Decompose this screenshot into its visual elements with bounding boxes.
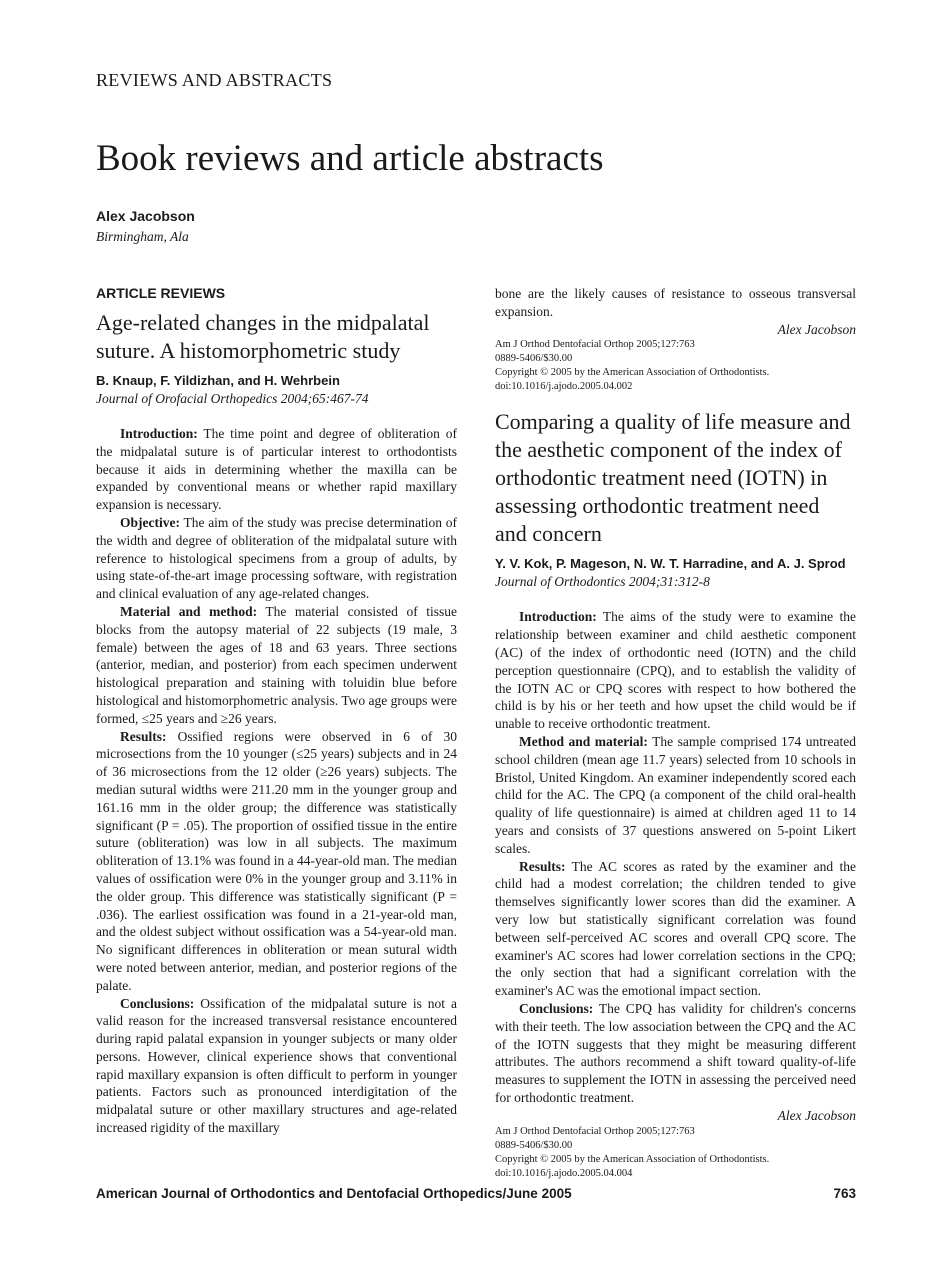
abstract-paragraph: Objective: The aim of the study was precise determination of the width and degree of obliteration of the midpalatal suture with reference to histological specimens from a group of adults, by using state-of-the-art image processing software, with registration and clinical evaluation of any age-related changes. [96,514,457,602]
abstract-paragraph: Conclusions: The CPQ has validity for children's concerns with their teeth. The low association between the CPQ and the AC of the IOTN suggests that they might be measuring different attributes. The authors recommend a shift toward quality-of-life measures to supplement the IOTN in assessing the perceived need for orthodontic treatment. [495,1000,856,1105]
abstract-paragraph: Conclusions: Ossification of the midpalatal suture is not a valid reason for the increased transversal resistance encountered during rapid palatal expansion in younger subjects or many older persons. However, clinical experience shows that conventional rapid maxillary expansion is often difficult to perform in younger patients. Factors such as pronounced interdigitation of the midpalatal suture or other maxillary structures and age-related increased rigidity of the maxillary [96,995,457,1136]
article-journal: Journal of Orofacial Orthopedics 2004;65:467-74 [96,391,369,406]
citation-block: Am J Orthod Dentofacial Orthop 2005;127:763 0889-5406/$30.00 Copyright © 2005 by the American Association of Orthodontists. doi:10.1016/j.ajodo.2005.04.002 [495,339,770,393]
article-authors: Y. V. Kok, P. Mageson, N. W. T. Harradine, and A. J. Sprod [495,556,846,572]
abstract-paragraph: Introduction: The time point and degree of obliteration of the midpalatal suture is of particular interest to orthodontists because it aids in determining whether the maxilla can be expanded by conventional means or whether rapid maxillary expansion is necessary. [96,426,457,513]
reviewer-signature: Alex Jacobson [777,1107,856,1123]
abstract-paragraph: Results: The AC scores as rated by the examiner and the child had a modest correlation; the children tended to give themselves significantly lower scores than did the examiner. A very low but statistically significant correlation was found between self-perceived AC scores and overall CPQ score. The examiner's AC scores had lower correlation sections in the CPQ; the only section that had a significant correlation with the examiner's AC was the emotional impact section. [495,858,856,999]
section-heading: ARTICLE REVIEWS [96,285,226,301]
footer-journal: American Journal of Orthodontics and Dentofacial Orthopedics/June 2005 [96,1186,572,1201]
article-title: Age-related changes in the midpalatal suture. A histomorphometric study [96,310,430,363]
page-number: 763 [833,1186,856,1201]
right-column [495,285,856,1181]
abstract-paragraph: Method and material: The sample comprised 174 untreated school children (mean age 11.7 years) selected from 10 schools in Bristol, United Kingdom. An examiner independently scored each child for the AC. The CPQ (a component of the child oral-health quality of life questionnaire) is aimed at children aged 11 to 14 years and consists of 37 questions answered on 5-point Likert scales. [495,733,856,856]
author-location: Birmingham, Ala [96,229,189,244]
author-name: Alex Jacobson [96,208,195,224]
abstract-paragraph: Introduction: The aims of the study were to examine the relationship between examiner and child aesthetic component (AC) of the index of orthodontic need (IOTN) and the child perception questionnaire (CPQ), and to establish the validity of the IOTN AC or CPQ scores with respect to how bothered the child is by his or her teeth and how upset the child would be if unable to receive orthodontic treatment. [495,609,856,732]
section-label: REVIEWS AND ABSTRACTS [96,70,333,90]
abstract-paragraph: Material and method: The material consisted of tissue blocks from the autopsy material of 22 subjects (19 male, 3 female) between the ages of 18 and 63 years. Three sections (anterior, median, and posterior) from each specimen underwent histological preparation and staining with toluidin blue before histological and histomorphometric analysis. Two age groups were formed, ≤25 years and ≥26 years. [96,603,457,726]
continued-paragraph: bone are the likely causes of resistance to osseous transversal expansion. [495,286,856,319]
left-column [96,285,457,1137]
reviewer-signature: Alex Jacobson [777,321,856,337]
article-title: Comparing a quality of life measure and the aesthetic component of the index of orthodontic treatment need (IOTN) in assessing orthodontic treatment need and concern [495,409,851,547]
page-title: Book reviews and article abstracts [96,138,604,179]
citation-block: Am J Orthod Dentofacial Orthop 2005;127:763 0889-5406/$30.00 Copyright © 2005 by the American Association of Orthodontists. doi:10.1016/j.ajodo.2005.04.004 [495,1125,770,1179]
article-authors: B. Knaup, F. Yildizhan, and H. Wehrbein [96,373,340,388]
article-journal: Journal of Orthodontics 2004;31:312-8 [495,574,710,590]
abstract-paragraph: Results: Ossified regions were observed in 6 of 30 microsections from the 10 younger (≤25 years) subjects and in 24 of 36 microsections from the 12 older (≥26 years) subjects. The median sutural widths were 211.20 mm in the younger group and 161.16 mm in the older group; the difference was statistically significant (P = .05). The proportion of ossified tissue in the entire suture (obliteration) was low in all subjects. The maximum obliteration of 13.1% was found in a 44-year-old man. The median values of ossification were 0% in the younger group and 3.11% in the older group. This difference was statistically significant (P = .036). The earliest ossification was found in a 21-year-old man, and the oldest subject without ossification was a 54-year-old man. No significant differences in obliteration or mean sutural width were noted between anterior, median, and posterior regions of the palate. [96,728,457,993]
